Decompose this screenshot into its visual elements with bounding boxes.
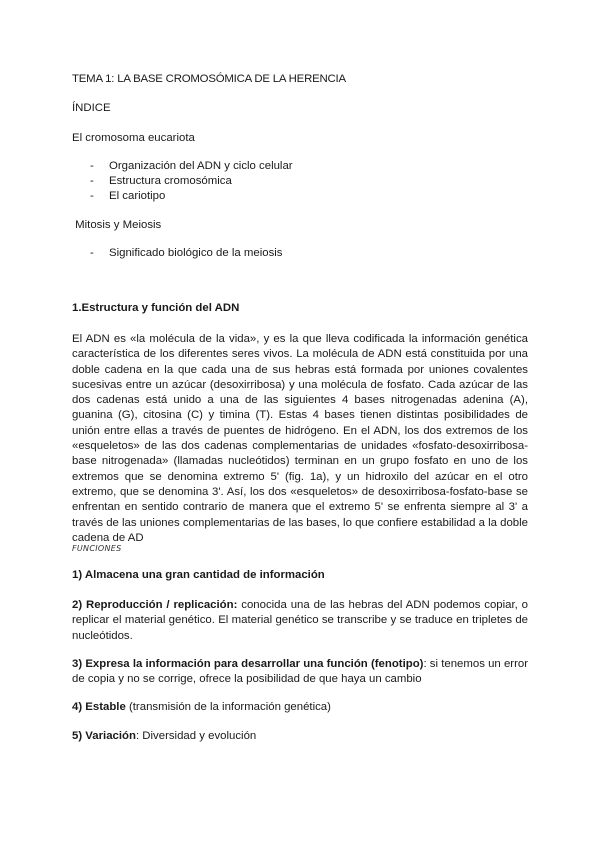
document-title: TEMA 1: LA BASE CROMOSÓMICA DE LA HERENCIA <box>72 73 346 85</box>
index-item: Organización del ADN y ciclo celular <box>109 160 293 172</box>
index-item: Significado biológico de la meiosis <box>109 247 283 259</box>
function-item <box>72 729 256 744</box>
index-section-cromosoma: El cromosoma eucariota <box>72 132 195 144</box>
function-item <box>72 568 325 583</box>
bullet-dash: - <box>90 160 94 172</box>
function-label: 1) Almacena una gran cantidad de información <box>72 569 325 581</box>
function-item <box>72 598 528 644</box>
function-label: 3) Expresa la información para desarrollar una función (fenotipo) <box>72 658 424 670</box>
function-label: 5) Variación <box>72 730 136 742</box>
function-item <box>72 700 331 715</box>
index-section-mitosis: Mitosis y Meiosis <box>72 219 162 231</box>
index-item: El cariotipo <box>109 190 166 202</box>
index-heading: ÍNDICE <box>72 102 111 114</box>
function-text: : Diversidad y evolución <box>135 730 257 742</box>
function-label: 4) Estable <box>72 701 126 713</box>
main-paragraph: El ADN es «la molécula de la vida», y es la que lleva codificada la información genética característica de los diferentes seres vivos. La molécula de ADN está constituida por una doble cadena en la que cada una de sus hebras está formada por uniones covalentes sucesivas entre un azúcar (desoxirribosa) y una molécula de fosfato. Cada azúcar de las dos cadenas está unido a una de las siguientes 4 bases nitrogenadas adenina (A), guanina (G), citosina (C) y timina (T). Estas 4 bases tienen distintas posibilidades de unión entre ellas a través de puentes de hidrógeno. En el ADN, los dos extremos de los «esqueletos» de las dos cadenas complementarias de unidades «fosfato-desoxirribosa-base nitrogenada» (llamadas nucleótidos) terminan en un grupo fosfato en uno de los extremos que se denomina extremo 5' (fig. 1a), y un hidroxilo del azúcar en el otro extremo, que se denomina 3'. Así, los dos «esqueletos» de desoxirribosa-fosfato-base se enfrentan en sentido contrario de manera que el extremo 5' se enfrenta siempre al 3' a través de las uniones complementarias de las bases, lo que confiere estabilidad a la doble cadena de AD <box>72 333 528 544</box>
function-text: : si tenemos un error de copia y no se corrige, ofrece la posibilidad de que haya un cambio <box>72 658 528 686</box>
function-text: conocida una de las hebras del ADN podemos copiar, o replicar el material genético. El material genético se transcribe y se traduce en tripletes de nucleótidos. <box>72 599 529 642</box>
index-item: Estructura cromosómica <box>109 175 232 187</box>
function-item <box>72 657 528 688</box>
bullet-dash: - <box>90 247 94 259</box>
bullet-dash: - <box>90 190 94 202</box>
function-label: 2) Reproducción / replicación: <box>72 599 238 611</box>
functions-heading: FUNCIONES <box>72 544 122 553</box>
bullet-dash: - <box>90 175 94 187</box>
section-heading: 1.Estructura y función del ADN <box>72 302 240 314</box>
function-text: (transmisión de la información genética) <box>125 701 331 713</box>
